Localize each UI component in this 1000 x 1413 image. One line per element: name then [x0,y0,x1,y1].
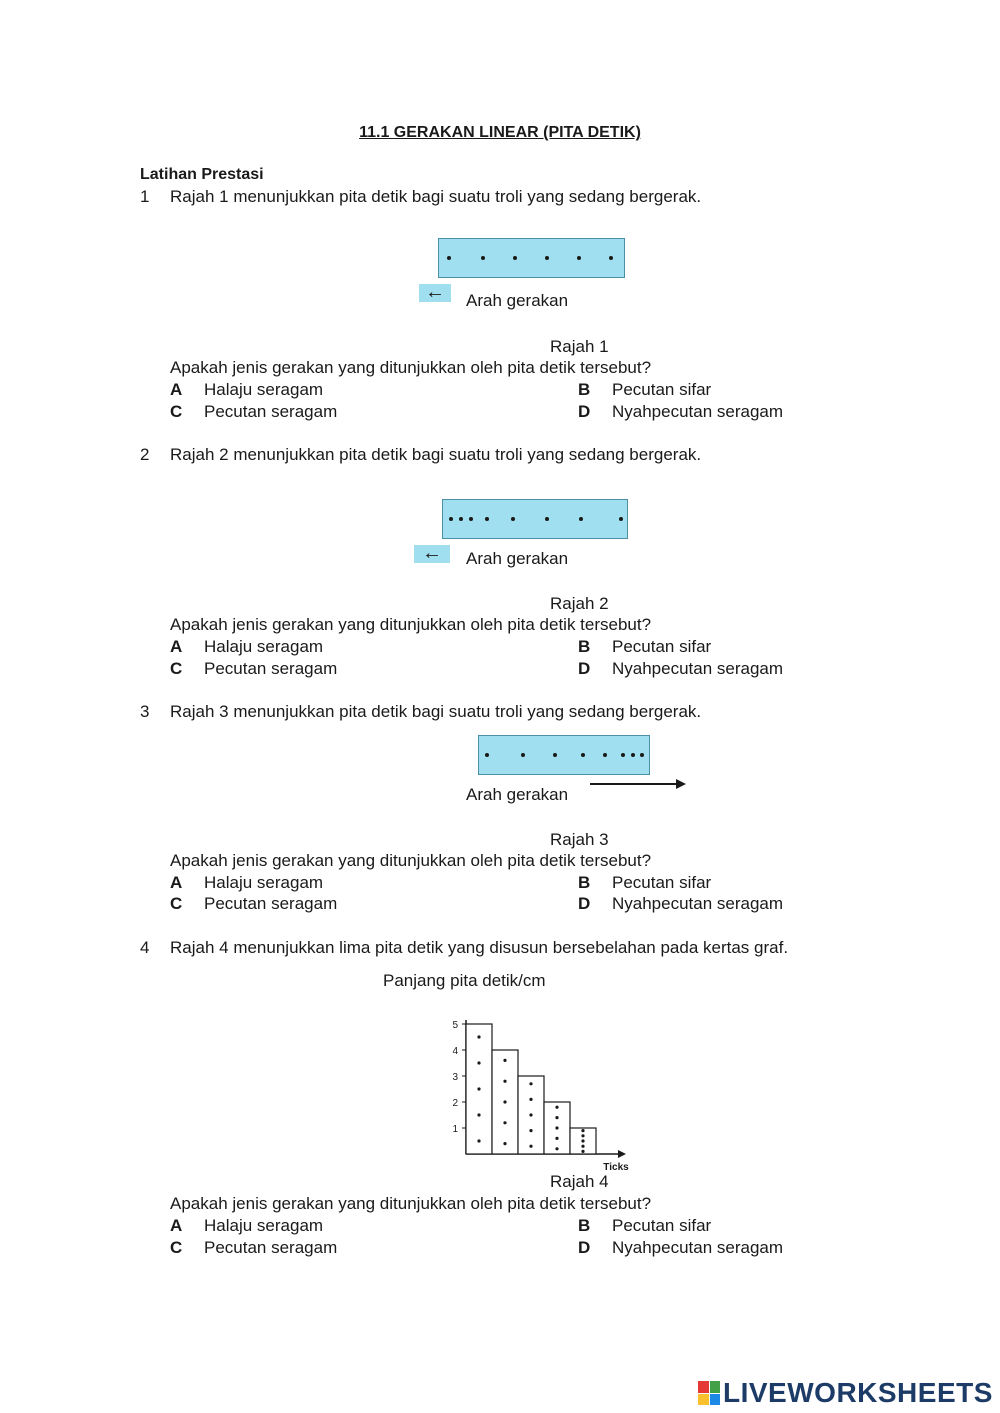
tick-dot [555,1147,558,1150]
tick-dot [609,256,613,260]
y-tick-label: 5 [452,1020,458,1031]
option-label: Pecutan seragam [204,894,338,913]
tick-dot [529,1145,532,1148]
option-label: Pecutan seragam [204,659,338,678]
tick-dot [545,517,549,521]
figure-caption: Rajah 4 [550,1172,609,1191]
option-a[interactable] [170,1216,323,1236]
option-letter: B [578,873,591,892]
ticker-tape-2 [442,499,628,539]
tick-dot [581,1150,584,1153]
ticker-tape-1 [438,238,625,278]
option-letter: C [170,659,183,678]
tick-dot [513,256,517,260]
option-letter: A [170,380,183,399]
tick-dot [529,1129,532,1132]
tick-dot [477,1087,480,1090]
option-label: Pecutan seragam [204,1238,338,1257]
option-b[interactable] [578,637,711,657]
question-number: 3 [140,702,150,721]
tick-dot [555,1106,558,1109]
direction-label: Arah gerakan [466,549,569,568]
chart-title: Panjang pita detik/cm [383,971,546,990]
question-text: Rajah 1 menunjukkan pita detik bagi suatu troli yang sedang bergerak. [170,187,702,206]
y-tick-label: 1 [452,1124,458,1135]
option-letter: D [578,402,591,421]
tick-dot [545,256,549,260]
option-label: Halaju seragam [204,380,324,399]
direction-label: Arah gerakan [466,785,569,804]
arrow-left-icon: ← [414,545,450,563]
tick-dot [579,517,583,521]
question-text: Rajah 2 menunjukkan pita detik bagi suatu troli yang sedang bergerak. [170,445,702,464]
tick-dot [553,753,557,757]
tick-dot [477,1035,480,1038]
y-tick-label: 2 [452,1098,458,1109]
question-text: Rajah 3 menunjukkan pita detik bagi suatu troli yang sedang bergerak. [170,702,702,721]
option-letter: C [170,1238,183,1257]
question-number: 4 [140,938,150,957]
tick-dot [631,753,635,757]
tick-dot [503,1121,506,1124]
option-label: Pecutan sifar [612,637,712,656]
option-letter: C [170,894,183,913]
option-c[interactable] [170,894,337,914]
tick-dot [477,1113,480,1116]
question-prompt: Apakah jenis gerakan yang ditunjukkan oleh pita detik tersebut? [170,615,652,634]
option-c[interactable] [170,659,337,679]
question-prompt: Apakah jenis gerakan yang ditunjukkan oleh pita detik tersebut? [170,1194,652,1213]
question-number: 2 [140,445,150,464]
figure-caption: Rajah 2 [550,594,609,613]
tick-dot [503,1080,506,1083]
option-c[interactable] [170,1238,337,1258]
tick-dot [619,517,623,521]
option-letter: D [578,894,591,913]
question-prompt: Apakah jenis gerakan yang ditunjukkan oleh pita detik tersebut? [170,358,652,377]
option-d[interactable] [578,894,783,914]
option-d[interactable] [578,402,783,422]
option-a[interactable] [170,380,323,400]
tick-dot [477,1061,480,1064]
option-label: Pecutan sifar [612,873,712,892]
tick-dot [529,1113,532,1116]
option-letter: D [578,1238,591,1257]
option-label: Nyahpecutan seragam [612,659,784,678]
option-label: Halaju seragam [204,637,324,656]
y-tick-label: 4 [452,1046,458,1057]
option-label: Pecutan seragam [204,402,338,421]
tick-dot [581,1129,584,1132]
tick-dot [529,1098,532,1101]
option-label: Pecutan sifar [612,380,712,399]
page-title: 11.1 GERAKAN LINEAR (PITA DETIK) [359,124,641,141]
tick-dot [503,1142,506,1145]
option-label: Nyahpecutan seragam [612,894,784,913]
tick-dot [485,753,489,757]
tick-dot [469,517,473,521]
tick-dot [581,1145,584,1148]
brand-name: LIVEWORKSHEETS [723,1377,993,1408]
tick-dot [577,256,581,260]
option-label: Nyahpecutan seragam [612,402,784,421]
arrow-left-icon: ← [419,284,451,302]
figure-caption: Rajah 1 [550,337,609,356]
option-a[interactable] [170,873,323,893]
option-a[interactable] [170,637,323,657]
tick-dot [555,1137,558,1140]
question-number: 1 [140,187,150,206]
option-b[interactable] [578,380,711,400]
option-d[interactable] [578,659,783,679]
question-prompt: Apakah jenis gerakan yang ditunjukkan oleh pita detik tersebut? [170,851,652,870]
tick-dot [449,517,453,521]
tick-dot [603,753,607,757]
tick-dot [621,753,625,757]
logo-mark-icon [698,1381,720,1405]
option-letter: A [170,637,183,656]
option-letter: C [170,402,183,421]
figure-caption: Rajah 3 [550,830,609,849]
ticker-tape-3 [478,735,650,775]
option-c[interactable] [170,402,337,422]
option-label: Pecutan sifar [612,1216,712,1235]
tick-dot [477,1139,480,1142]
tick-dot [581,753,585,757]
y-tick-label: 3 [452,1072,458,1083]
tick-dot [485,517,489,521]
option-letter: B [578,1216,591,1235]
tick-dot [581,1134,584,1137]
tick-dot [503,1100,506,1103]
option-letter: B [578,380,591,399]
question-text: Rajah 4 menunjukkan lima pita detik yang disusun bersebelahan pada kertas graf. [170,938,789,957]
option-label: Halaju seragam [204,1216,324,1235]
tick-dot [503,1059,506,1062]
option-letter: A [170,873,183,892]
tick-dot [459,517,463,521]
x-axis-label: Ticks [603,1162,629,1173]
tick-dot [511,517,515,521]
tick-dot [640,753,644,757]
option-letter: D [578,659,591,678]
tick-dot [581,1139,584,1142]
option-letter: B [578,637,591,656]
direction-label: Arah gerakan [466,291,569,310]
tick-dot [481,256,485,260]
x-axis-arrowhead [618,1150,626,1158]
section-heading: Latihan Prestasi [140,166,264,183]
tick-dot [555,1126,558,1129]
ticker-tape-chart [440,1008,630,1173]
liveworksheets-logo [698,1378,993,1408]
tick-dot [521,753,525,757]
tick-dot [529,1082,532,1085]
arrow-right-icon [590,776,690,792]
option-d[interactable] [578,1238,783,1258]
option-label: Halaju seragam [204,873,324,892]
tick-dot [555,1116,558,1119]
option-letter: A [170,1216,183,1235]
option-b[interactable] [578,873,711,893]
option-b[interactable] [578,1216,711,1236]
tick-dot [447,256,451,260]
option-label: Nyahpecutan seragam [612,1238,784,1257]
